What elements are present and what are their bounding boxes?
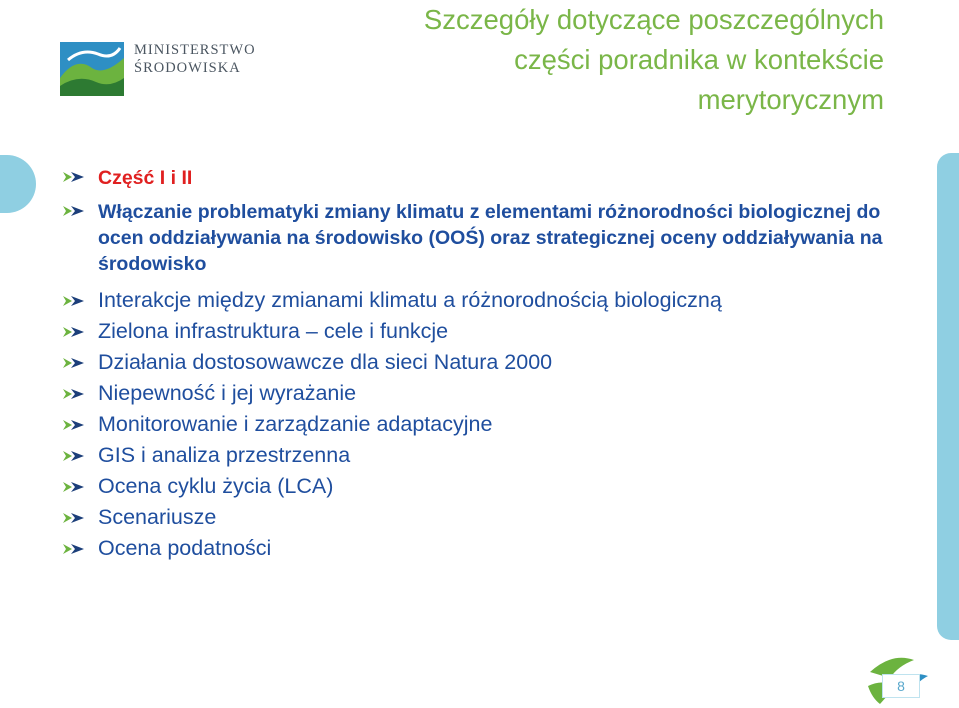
- list-item-text: Działania dostosowawcze dla sieci Natura 2000: [98, 350, 553, 374]
- double-chevron-icon: [62, 326, 88, 338]
- list-item: [62, 199, 902, 277]
- logo-line-1: MINISTERSTWO: [134, 42, 256, 58]
- list-item: [62, 347, 902, 378]
- double-chevron-icon: [62, 357, 88, 369]
- list-item: [62, 502, 902, 533]
- ministry-logo: [58, 38, 258, 100]
- title-line: części poradnika w kontekście: [514, 44, 884, 75]
- list-item: [62, 165, 902, 191]
- list-item: [62, 533, 902, 564]
- ministry-logo-icon: [58, 38, 130, 100]
- double-chevron-icon: [62, 419, 88, 431]
- list-item-text: Ocena podatności: [98, 536, 272, 560]
- double-chevron-icon: [62, 543, 88, 555]
- list-item-text: Scenariusze: [98, 505, 217, 529]
- list-item-text: GIS i analiza przestrzenna: [98, 443, 351, 467]
- title-line: Szczegóły dotyczące poszczególnych: [423, 4, 884, 35]
- list-item: [62, 471, 902, 502]
- title-line: merytorycznym: [697, 84, 884, 115]
- list-item-text: Interakcje między zmianami klimatu a różnorodnością biologiczną: [98, 288, 722, 312]
- double-chevron-icon: [62, 481, 88, 493]
- page-number: 8: [882, 674, 920, 698]
- left-decor-tab: [0, 155, 36, 213]
- list-item: [62, 378, 902, 409]
- logo-line-2: ŚRODOWISKA: [134, 60, 241, 76]
- list-item-text: Monitorowanie i zarządzanie adaptacyjne: [98, 412, 493, 436]
- list-item-text: Niepewność i jej wyrażanie: [98, 381, 357, 405]
- double-chevron-icon: [62, 512, 88, 524]
- double-chevron-icon: [62, 295, 88, 307]
- list-item: [62, 285, 902, 316]
- double-chevron-icon: [62, 388, 88, 400]
- list-item: [62, 316, 902, 347]
- list-item-text: Włączanie problematyki zmiany klimatu z elementami różnorodności biologicznej do ocen oddziaływania na środowisko (OOŚ) oraz strategicznej oceny oddziaływania na środowisko: [98, 201, 883, 275]
- double-chevron-icon: [62, 205, 88, 217]
- list-item-text: Część I i II: [98, 167, 193, 189]
- double-chevron-icon: [62, 171, 88, 183]
- double-chevron-icon: [62, 450, 88, 462]
- list-item: [62, 440, 902, 471]
- right-decor-bar: [937, 153, 959, 640]
- list-item: [62, 409, 902, 440]
- bullet-list: [62, 165, 902, 564]
- list-item-text: Ocena cyklu życia (LCA): [98, 474, 334, 498]
- slide-title: [264, 0, 884, 120]
- list-item-text: Zielona infrastruktura – cele i funkcje: [98, 319, 449, 343]
